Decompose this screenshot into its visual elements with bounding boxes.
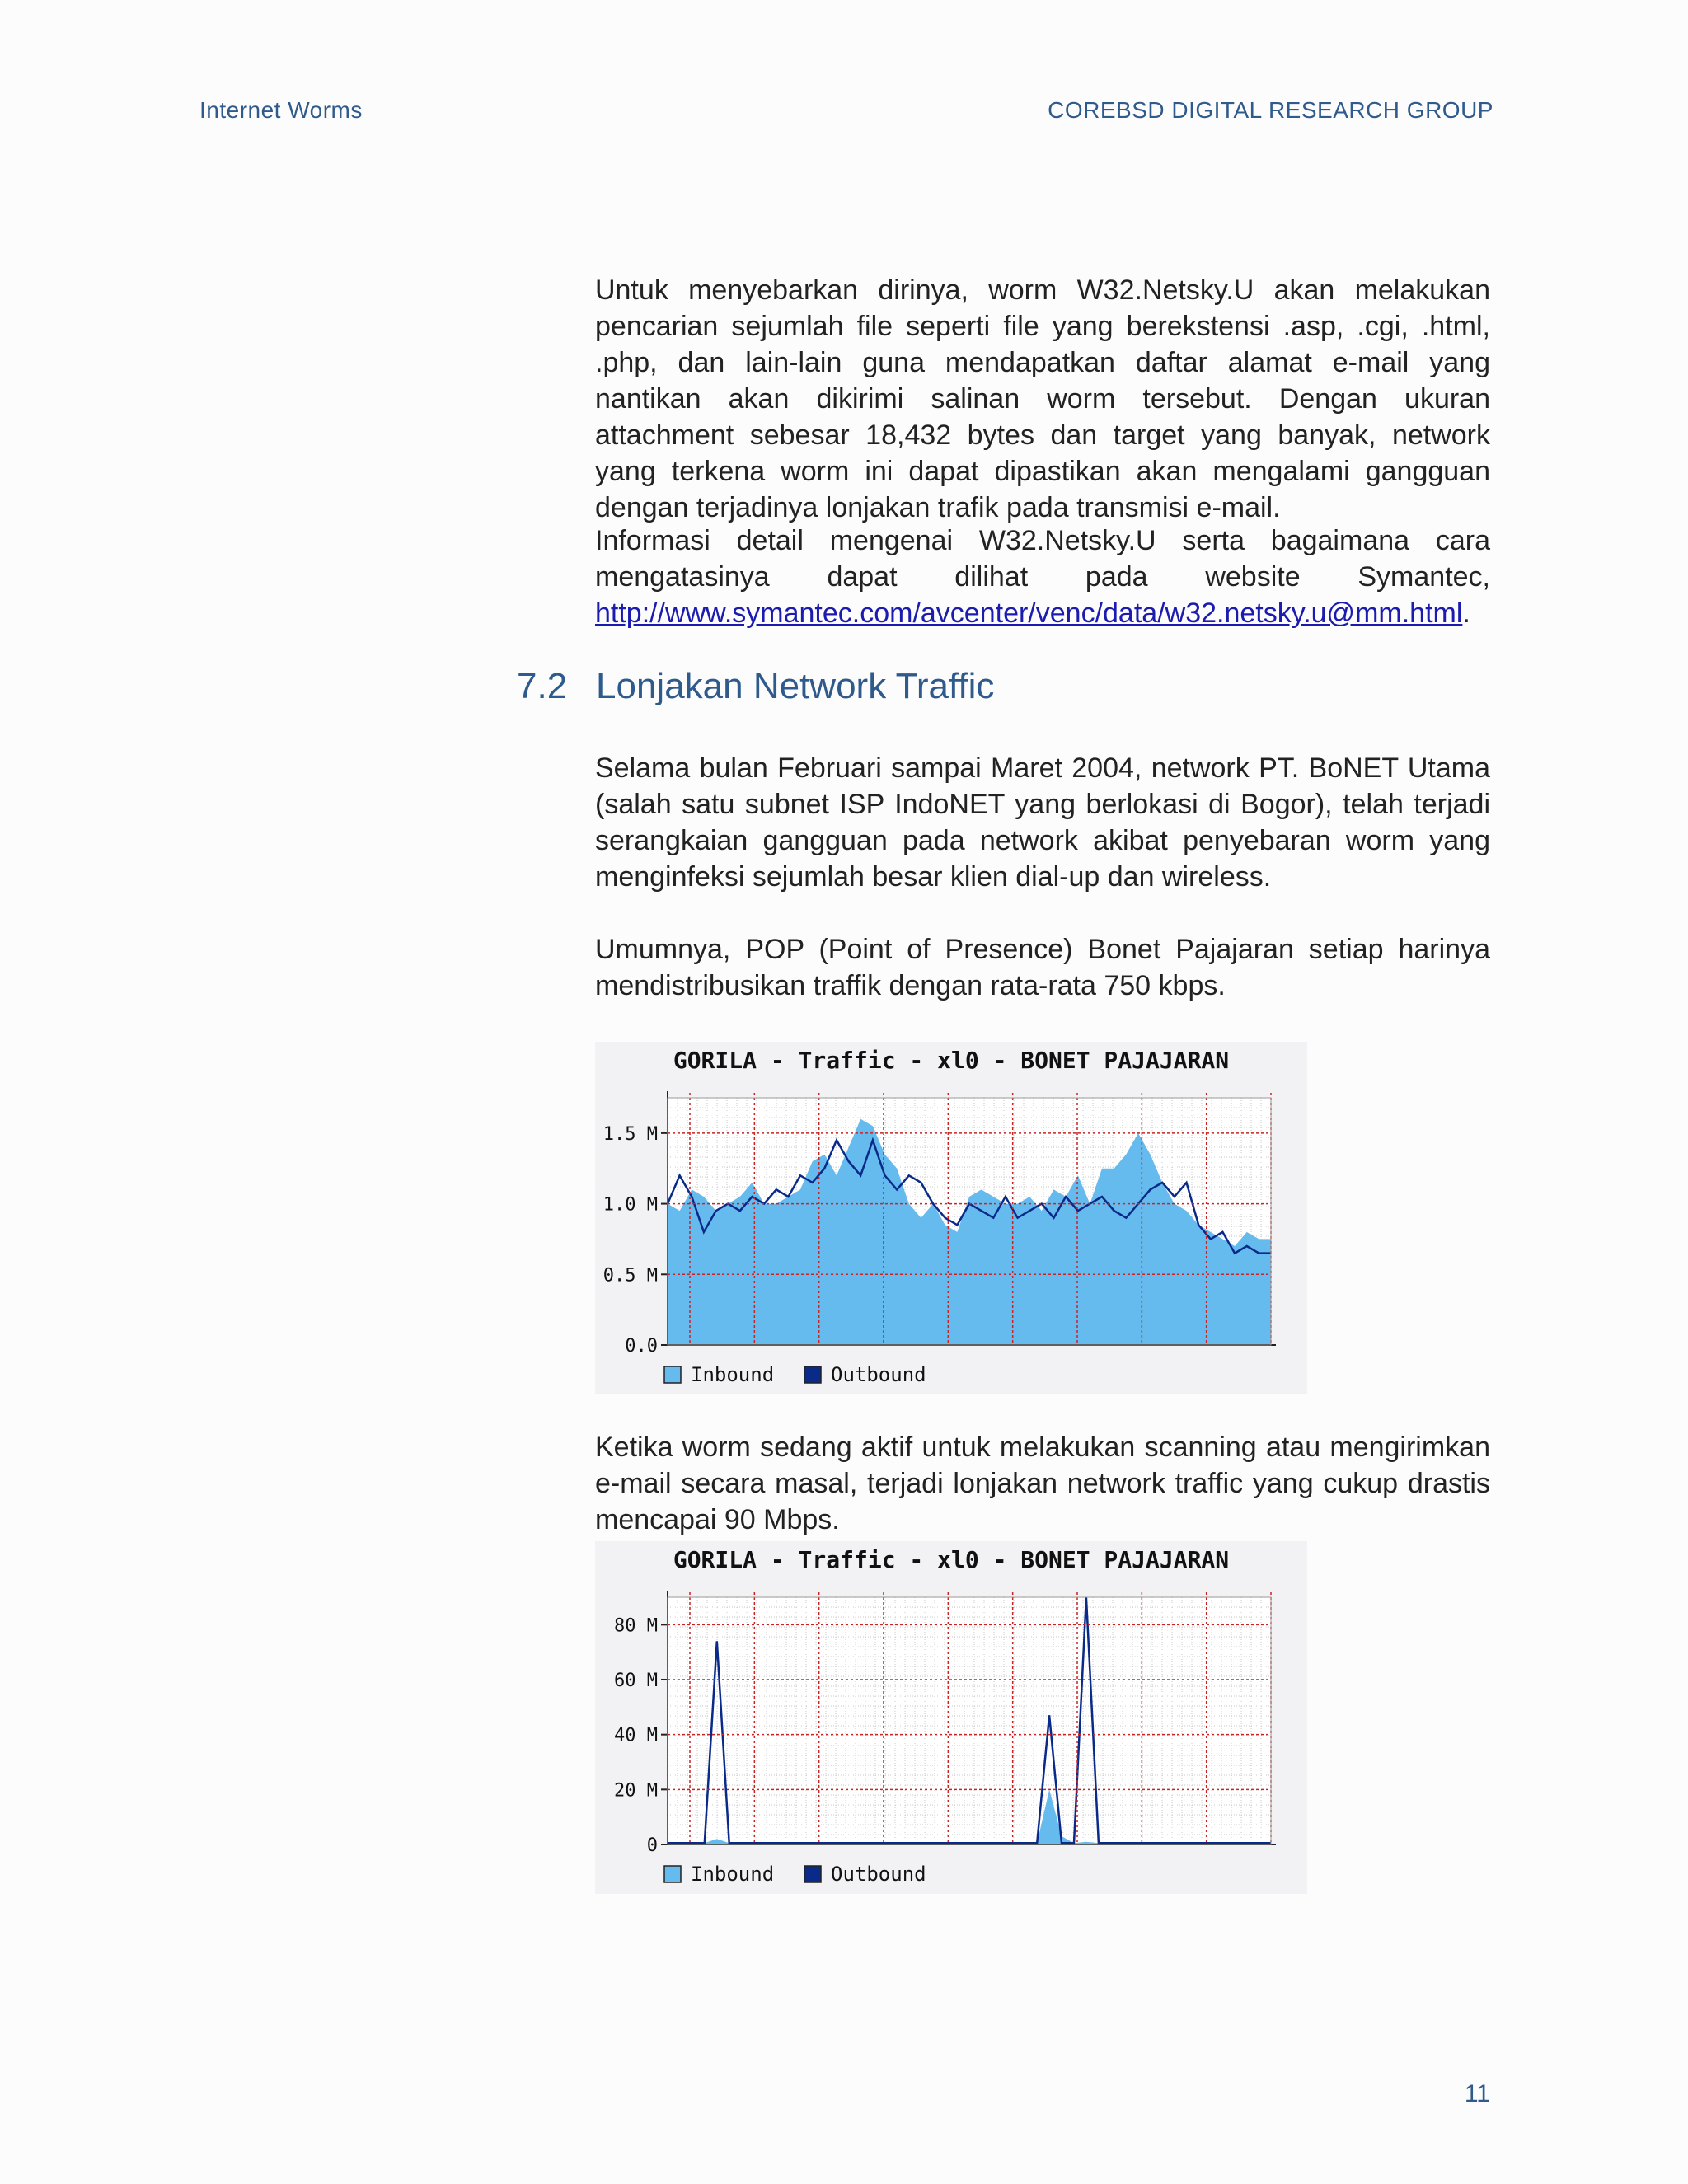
traffic-chart-normal (595, 1042, 1307, 1394)
chart-title: GORILA - Traffic - xl0 - BONET PAJAJARAN (673, 1546, 1230, 1573)
paragraph-text: Ketika worm sedang aktif untuk melakukan scanning atau mengirimkan e-mail secara masal, terjadi lonjakan network traffic yang cukup drastis mencapai 90 Mbps. (595, 1432, 1490, 1535)
paragraph-netsky-info (595, 523, 1490, 631)
section-number: 7.2 (517, 666, 568, 706)
paragraph-pop-average (595, 931, 1490, 1004)
legend-label-outbound: Outbound (831, 1863, 926, 1886)
paragraph-netsky-spread (595, 272, 1490, 526)
paragraph-text: Untuk menyebarkan dirinya, worm W32.Netsky.U akan melakukan pencarian sejumlah file seperti file yang berekstensi .asp, .cgi, .html, .php, dan lain-lain guna mendapatkan daftar alamat e-mail yang nantikan akan dikirimi salinan worm tersebut. Dengan ukuran attachment sebesar 18,432 bytes dan target yang banyak, network yang terkena worm ini dapat dipastikan akan mengalami gangguan dengan terjadinya lonjakan trafik pada transmisi e-mail. (595, 274, 1490, 523)
traffic-chart-spike (595, 1541, 1307, 1894)
traffic-chart-svg (595, 1042, 1307, 1394)
legend-swatch-inbound (664, 1866, 681, 1882)
y-tick-label: 1.0 M (603, 1194, 658, 1216)
paragraph-text (595, 523, 1490, 631)
legend-label-inbound: Inbound (691, 1863, 775, 1886)
y-tick-label: 1.5 M (603, 1123, 658, 1145)
y-tick-label: 20 M (614, 1780, 658, 1802)
paragraph-bonet-incident (595, 750, 1490, 895)
paragraph-text: Selama bulan Februari sampai Maret 2004, network PT. BoNET Utama (salah satu subnet ISP IndoNET yang berlokasi di Bogor), telah terjadi serangkaian gangguan pada network akibat penyebaran worm yang menginfeksi sejumlah besar klien dial-up dan wireless. (595, 752, 1490, 893)
section-title: Lonjakan Network Traffic (596, 666, 995, 706)
y-tick-label: 0 (646, 1835, 658, 1856)
legend-label-outbound: Outbound (831, 1363, 926, 1386)
y-tick-label: 0.0 (625, 1336, 658, 1357)
paragraph-lead: Informasi detail mengenai W32.Netsky.U serta bagaimana cara mengatasinya dapat dilihat pada website Symantec, (595, 525, 1490, 593)
legend-swatch-outbound (804, 1866, 821, 1882)
y-tick-label: 0.5 M (603, 1265, 658, 1286)
y-tick-label: 60 M (614, 1671, 658, 1691)
paragraph-worm-spike (595, 1429, 1490, 1538)
legend-label-inbound: Inbound (691, 1363, 775, 1386)
page-number: 11 (1464, 2080, 1490, 2107)
paragraph-end: . (1462, 598, 1470, 629)
plot-area (668, 1597, 1271, 1844)
running-header-title: Internet Worms (199, 97, 363, 123)
legend-swatch-inbound (664, 1366, 681, 1383)
paragraph-text: Umumnya, POP (Point of Presence) Bonet Pajajaran setiap harinya mendistribusikan traffik dengan rata-rata 750 kbps. (595, 934, 1490, 1001)
legend-swatch-outbound (804, 1366, 821, 1383)
traffic-chart-svg (595, 1541, 1307, 1894)
symantec-link[interactable]: http://www.symantec.com/avcenter/venc/data/w32.netsky.u@mm.html (595, 598, 1463, 629)
y-tick-label: 40 M (614, 1725, 658, 1746)
y-tick-label: 80 M (614, 1615, 658, 1637)
running-header-group: COREBSD DIGITAL RESEARCH GROUP (1048, 97, 1493, 123)
section-heading (517, 666, 994, 707)
chart-title: GORILA - Traffic - xl0 - BONET PAJAJARAN (673, 1047, 1230, 1074)
